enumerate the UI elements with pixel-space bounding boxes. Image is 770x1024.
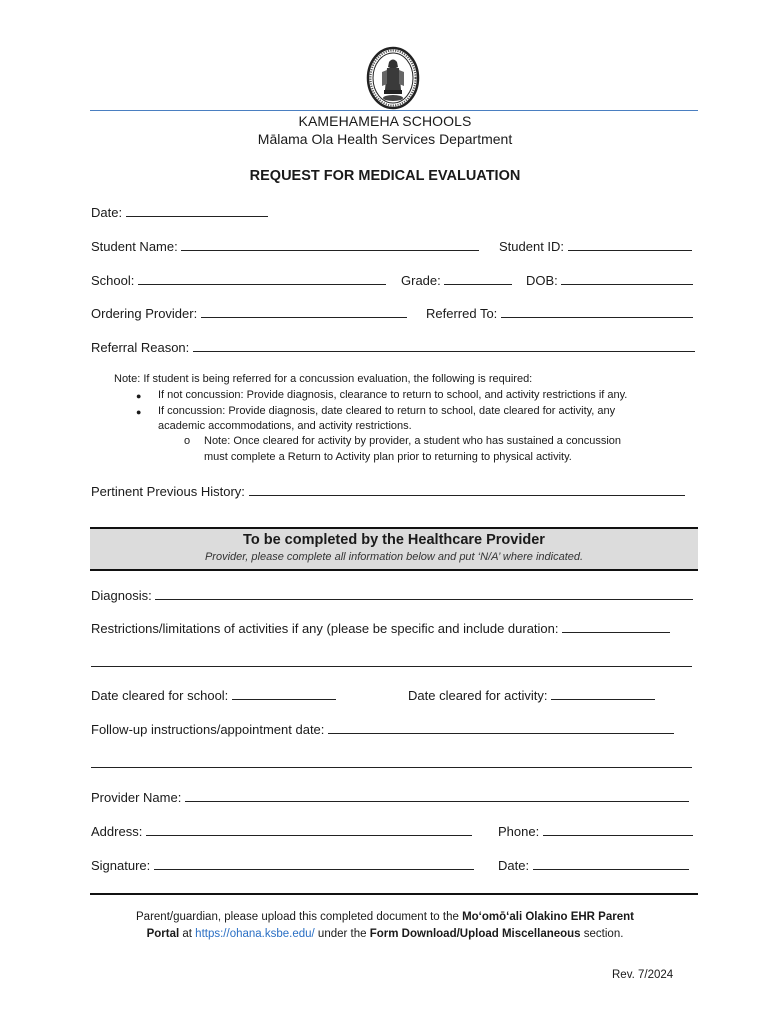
provider-name-line[interactable] bbox=[185, 790, 689, 802]
referral-reason-field[interactable] bbox=[91, 340, 695, 355]
referred-to-field[interactable] bbox=[426, 306, 693, 321]
pertinent-history-label: Pertinent Previous History: bbox=[91, 484, 245, 499]
dob-label: DOB: bbox=[526, 273, 558, 288]
concussion-subnote-line-1: Note: Once cleared for activity by provider, a student who has sustained a concussion bbox=[204, 435, 622, 447]
follow-up-line[interactable] bbox=[328, 722, 674, 734]
sub-bullet-marker: o bbox=[184, 435, 191, 447]
referred-to-line[interactable] bbox=[501, 306, 693, 318]
upload-instructions-under: under the bbox=[314, 928, 370, 940]
school-label: School: bbox=[91, 273, 135, 288]
upload-instructions-at: at bbox=[179, 928, 196, 940]
provider-name-label: Provider Name: bbox=[91, 790, 182, 805]
date-cleared-school-line[interactable] bbox=[232, 688, 336, 700]
dob-line[interactable] bbox=[561, 273, 693, 285]
upload-instructions-line-2 bbox=[0, 928, 770, 940]
diagnosis-line[interactable] bbox=[155, 588, 693, 600]
restrictions-field[interactable] bbox=[91, 621, 670, 636]
school-field[interactable] bbox=[91, 273, 386, 288]
portal-name: Moʻomōʻali Olakino EHR Parent bbox=[462, 911, 634, 923]
dob-field[interactable] bbox=[526, 273, 693, 288]
portal-link[interactable]: https://ohana.ksbe.edu/ bbox=[195, 928, 315, 940]
signature-line[interactable] bbox=[154, 858, 474, 870]
concussion-subnote-line-2: must complete a Return to Activity plan prior to returning to physical activity. bbox=[204, 451, 572, 463]
date-cleared-school-label: Date cleared for school: bbox=[91, 688, 229, 703]
referral-reason-label: Referral Reason: bbox=[91, 340, 190, 355]
school-line[interactable] bbox=[138, 273, 386, 285]
referral-reason-line[interactable] bbox=[193, 340, 695, 352]
provider-section-subtitle: Provider, please complete all information below and put ‘N/A’ where indicated. bbox=[204, 551, 584, 563]
date-line[interactable] bbox=[126, 205, 268, 217]
form-title: REQUEST FOR MEDICAL EVALUATION bbox=[249, 168, 521, 184]
student-name-line[interactable] bbox=[181, 239, 479, 251]
upload-instructions-line-1 bbox=[0, 911, 770, 923]
student-id-field[interactable] bbox=[499, 239, 692, 254]
follow-up-continued-field[interactable] bbox=[91, 756, 692, 771]
restrictions-label: Restrictions/limitations of activities if any (please be specific and include duration: bbox=[91, 621, 559, 636]
date-cleared-activity-line[interactable] bbox=[551, 688, 655, 700]
student-name-label: Student Name: bbox=[91, 239, 178, 254]
header-rule bbox=[90, 110, 698, 111]
date-cleared-school-field[interactable] bbox=[91, 688, 336, 703]
revision-date: Rev. 7/2024 bbox=[612, 969, 674, 981]
date-field[interactable] bbox=[91, 205, 268, 220]
grade-line[interactable] bbox=[444, 273, 512, 285]
concussion-note-intro: Note: If student is being referred for a concussion evaluation, the following is required: bbox=[114, 373, 533, 385]
ordering-provider-line[interactable] bbox=[201, 306, 407, 318]
student-id-label: Student ID: bbox=[499, 239, 565, 254]
student-name-field[interactable] bbox=[91, 239, 479, 254]
address-line[interactable] bbox=[146, 824, 472, 836]
date-label: Date: bbox=[91, 205, 123, 220]
form-section-name: Form Download/Upload Miscellaneous bbox=[369, 928, 581, 940]
follow-up-label: Follow-up instructions/appointment date: bbox=[91, 722, 325, 737]
bullet-icon: ● bbox=[136, 391, 142, 401]
pertinent-history-line[interactable] bbox=[249, 484, 685, 496]
upload-instructions-end: section. bbox=[580, 928, 624, 940]
provider-name-field[interactable] bbox=[91, 790, 689, 805]
student-id-line[interactable] bbox=[568, 239, 692, 251]
ordering-provider-label: Ordering Provider: bbox=[91, 306, 198, 321]
signature-label: Signature: bbox=[91, 858, 151, 873]
grade-field[interactable] bbox=[401, 273, 512, 288]
pertinent-history-field[interactable] bbox=[91, 484, 685, 499]
concussion-note-bullet-2: If concussion: Provide diagnosis, date cleared to return to school, date cleared for activity, any bbox=[158, 405, 616, 417]
address-field[interactable] bbox=[91, 824, 472, 839]
follow-up-continued-line[interactable] bbox=[91, 756, 692, 768]
restrictions-continued-line[interactable] bbox=[91, 655, 692, 667]
provider-section-header bbox=[90, 527, 698, 571]
footer-rule bbox=[90, 893, 698, 895]
kamehameha-seal-logo bbox=[366, 46, 420, 110]
follow-up-field[interactable] bbox=[91, 722, 674, 737]
phone-line[interactable] bbox=[543, 824, 693, 836]
concussion-note-bullet-2-cont: academic accommodations, and activity restrictions. bbox=[158, 420, 412, 432]
restrictions-line[interactable] bbox=[562, 621, 670, 633]
upload-instructions-text: Parent/guardian, please upload this completed document to the bbox=[136, 911, 463, 923]
date-cleared-activity-field[interactable] bbox=[408, 688, 655, 703]
bullet-icon: ● bbox=[136, 407, 142, 417]
provider-section-title: To be completed by the Healthcare Provider bbox=[243, 532, 545, 548]
provider-date-line[interactable] bbox=[533, 858, 689, 870]
restrictions-continued-field[interactable] bbox=[91, 655, 692, 670]
provider-date-field[interactable] bbox=[498, 858, 689, 873]
provider-date-label: Date: bbox=[498, 858, 530, 873]
school-name: KAMEHAMEHA SCHOOLS bbox=[298, 113, 472, 129]
referred-to-label: Referred To: bbox=[426, 306, 498, 321]
phone-field[interactable] bbox=[498, 824, 693, 839]
phone-label: Phone: bbox=[498, 824, 540, 839]
ordering-provider-field[interactable] bbox=[91, 306, 407, 321]
diagnosis-label: Diagnosis: bbox=[91, 588, 152, 603]
portal-name-cont: Portal bbox=[146, 928, 180, 940]
grade-label: Grade: bbox=[401, 273, 441, 288]
concussion-note-bullet-1: If not concussion: Provide diagnosis, clearance to return to school, and activity restrictions if any. bbox=[158, 389, 628, 401]
signature-field[interactable] bbox=[91, 858, 474, 873]
department-name: Mālama Ola Health Services Department bbox=[257, 131, 513, 147]
date-cleared-activity-label: Date cleared for activity: bbox=[408, 688, 548, 703]
diagnosis-field[interactable] bbox=[91, 588, 693, 603]
address-label: Address: bbox=[91, 824, 143, 839]
